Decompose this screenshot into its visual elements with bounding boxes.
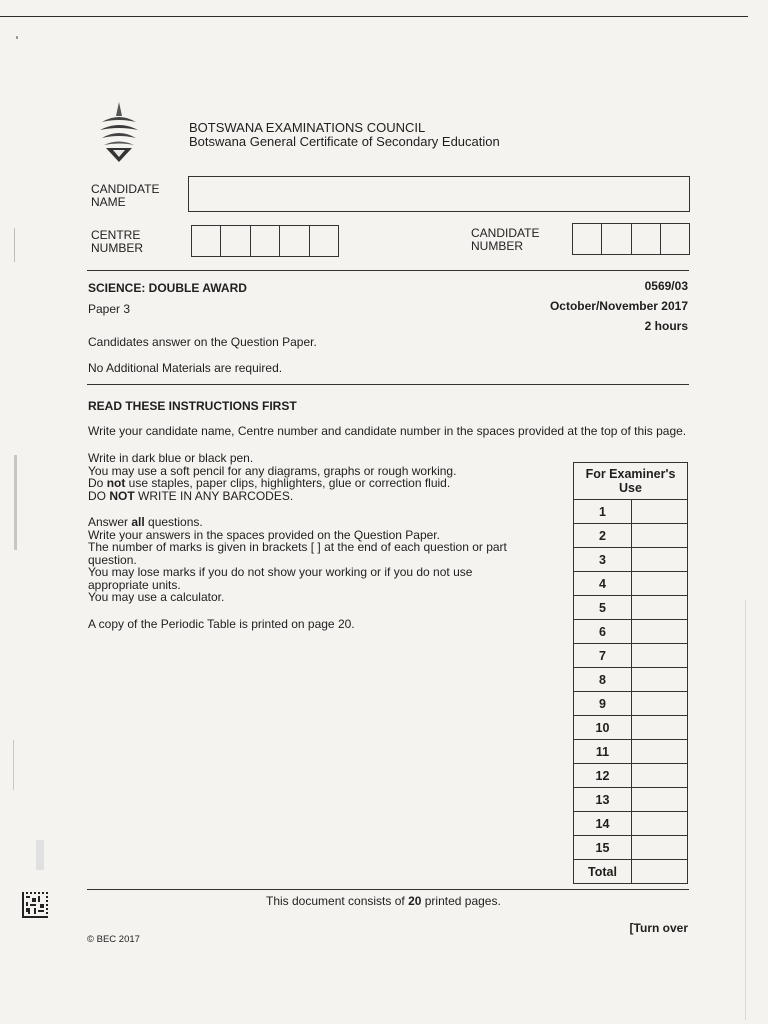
mark-cell[interactable] [632, 812, 688, 836]
candidate-number-digit[interactable] [602, 224, 631, 254]
scan-artifact [16, 36, 18, 39]
table-row: 15 [574, 836, 688, 860]
scan-artifact [14, 455, 17, 550]
exam-duration: 2 hours [644, 319, 688, 333]
instruction-line: The number of marks is given in brackets [ ] at the end of each question or part question. [88, 540, 507, 567]
centre-number-digit[interactable] [251, 226, 280, 256]
qualification-title: Botswana General Certificate of Secondary Education [189, 134, 500, 149]
subject-title: SCIENCE: DOUBLE AWARD [88, 281, 247, 295]
instructions-block-1 [88, 425, 688, 438]
scan-right-edge [745, 600, 746, 1020]
centre-number-field[interactable] [191, 225, 339, 257]
mark-cell[interactable] [632, 572, 688, 596]
table-row-total: Total [574, 860, 688, 884]
instructions-heading: READ THESE INSTRUCTIONS FIRST [88, 399, 297, 413]
mark-cell[interactable] [632, 620, 688, 644]
instruction-line: A copy of the Periodic Table is printed on page 20. [88, 616, 355, 631]
mark-cell[interactable] [632, 740, 688, 764]
scan-artifact [36, 840, 44, 870]
instruction-line: Write in dark blue or black pen. [88, 451, 254, 465]
table-row: 5 [574, 596, 688, 620]
table-row: 2 [574, 524, 688, 548]
table-row: 8 [574, 668, 688, 692]
mark-cell[interactable] [632, 524, 688, 548]
instruction-line: DO NOT WRITE IN ANY BARCODES. [88, 488, 294, 503]
centre-number-digit[interactable] [192, 226, 221, 256]
centre-number-label: CENTRE NUMBER [91, 228, 144, 255]
mark-cell[interactable] [632, 500, 688, 524]
copyright-note: © BEC 2017 [87, 934, 140, 945]
centre-number-digit[interactable] [221, 226, 250, 256]
candidate-name-field[interactable] [188, 176, 690, 212]
mark-cell[interactable] [632, 548, 688, 572]
instruction-line: Write your candidate name, Centre number and candidate number in the spaces provided at the top of this page. [88, 424, 687, 438]
answer-on-paper-note: Candidates answer on the Question Paper. [88, 335, 317, 349]
candidate-number-field[interactable] [572, 223, 690, 255]
divider-middle [87, 384, 689, 385]
mark-cell[interactable] [632, 764, 688, 788]
table-row: 14 [574, 812, 688, 836]
table-row: 6 [574, 620, 688, 644]
centre-number-digit[interactable] [310, 226, 338, 256]
candidate-name-label: CANDIDATE NAME [91, 182, 160, 209]
candidate-number-label: CANDIDATE NUMBER [471, 226, 540, 253]
exam-session: October/November 2017 [549, 299, 688, 313]
instruction-line: Write your answers in the spaces provided on the Question Paper. [88, 527, 440, 542]
mark-cell[interactable] [632, 716, 688, 740]
table-row: 1 [574, 500, 688, 524]
instruction-line: Answer all questions. [88, 515, 203, 529]
instructions-block-2 [88, 452, 558, 630]
table-row: 7 [574, 644, 688, 668]
instruction-line: You may use a soft pencil for any diagrams, graphs or rough working. [88, 463, 457, 478]
instruction-line: You may use a calculator. [88, 590, 225, 604]
mark-cell[interactable] [632, 668, 688, 692]
table-row: 11 [574, 740, 688, 764]
scan-artifact [13, 740, 14, 790]
table-row: 3 [574, 548, 688, 572]
paper-code: 0569/03 [644, 279, 688, 293]
table-row: 4 [574, 572, 688, 596]
candidate-number-digit[interactable] [573, 224, 602, 254]
candidate-number-digit[interactable] [632, 224, 661, 254]
materials-note: No Additional Materials are required. [88, 361, 283, 375]
barcode-icon [22, 892, 48, 923]
turn-over-note: [Turn over [629, 921, 688, 935]
org-title: BOTSWANA EXAMINATIONS COUNCIL [189, 120, 426, 135]
candidate-number-digit[interactable] [661, 224, 689, 254]
table-row: 13 [574, 788, 688, 812]
examiner-use-table [573, 462, 688, 884]
instruction-line: You may lose marks if you do not show your working or if you do not use appropriate units. [88, 565, 473, 592]
total-mark-cell[interactable] [632, 860, 688, 884]
scan-artifact [14, 228, 15, 262]
mark-cell[interactable] [632, 836, 688, 860]
page-count-note: This document consists of 20 printed pages. [266, 894, 501, 908]
divider-top [87, 270, 689, 271]
paper-number: Paper 3 [88, 302, 131, 316]
bec-logo [98, 100, 140, 166]
mark-cell[interactable] [632, 596, 688, 620]
mark-cell[interactable] [632, 692, 688, 716]
centre-number-digit[interactable] [280, 226, 309, 256]
instruction-line: Do not use staples, paper clips, highlighters, glue or correction fluid. [88, 476, 451, 490]
mark-cell[interactable] [632, 644, 688, 668]
table-row: 12 [574, 764, 688, 788]
scan-top-edge [0, 16, 748, 17]
table-row: 9 [574, 692, 688, 716]
mark-cell[interactable] [632, 788, 688, 812]
divider-bottom [87, 889, 689, 890]
examiner-table-heading: For Examiner's Use [574, 463, 688, 500]
table-row: 10 [574, 716, 688, 740]
